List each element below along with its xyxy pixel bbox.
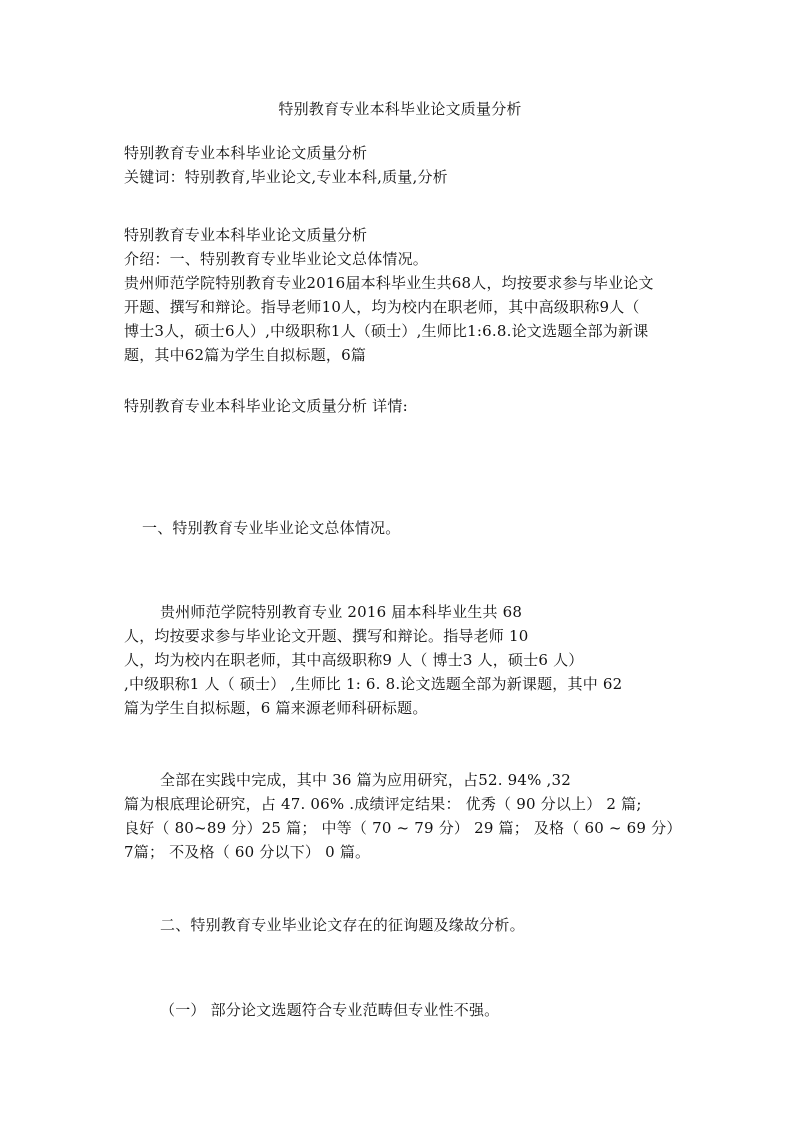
intro-line: 贵州师范学院特别教育专业2016届本科毕业生共68人，均按要求参与毕业论文 <box>124 274 654 292</box>
intro-line: 介绍：一、特别教育专业毕业论文总体情况。 <box>124 250 429 268</box>
intro-line: 博士3人，硕士6人）,中级职称1人（硕士）,生师比1:6.8.论文选题全部为新课 <box>124 322 649 340</box>
paragraph-line: 篇为学生自拟标题，6 篇来源老师科研标题。 <box>124 699 428 717</box>
document-title: 特别教育专业本科毕业论文质量分析 <box>278 100 522 118</box>
details-label: 特别教育专业本科毕业论文质量分析 详情: <box>124 397 408 415</box>
section2-heading: 二、特别教育专业毕业论文存在的征询题及缘故分析。 <box>160 916 525 934</box>
paragraph-line: 贵州师范学院特别教育专业 2016 届本科毕业生共 68 <box>160 603 523 621</box>
intro-block <box>124 223 684 367</box>
paragraph-line: 全部在实践中完成，其中 36 篇为应用研究，占52. 94% ,32 <box>160 771 572 789</box>
paragraph-2 <box>124 768 684 864</box>
paragraph-1 <box>124 600 684 720</box>
header-block <box>124 141 684 189</box>
header-subtitle: 特别教育专业本科毕业论文质量分析 <box>124 144 368 162</box>
intro-line: 题，其中62篇为学生自拟标题，6篇 <box>124 346 367 364</box>
paragraph-line: ,中级职称1 人（ 硕士） ,生师比 1: 6. 8.论文选题全部为新课题，其中 62 <box>124 675 623 693</box>
paragraph-line: 篇为根底理论研究，占 47. 06% .成绩评定结果： 优秀（ 90 分以上） 2 篇; <box>124 795 642 813</box>
section1-heading: 一、特别教育专业毕业论文总体情况。 <box>142 519 401 537</box>
paragraph-line: 人，均为校内在职老师，其中高级职称9 人（ 博士3 人，硕士6 人） <box>124 651 584 669</box>
paragraph-line: 人，均按要求参与毕业论文开题、撰写和辩论。指导老师 10 <box>124 627 529 645</box>
paragraph-line: 7篇； 不及格（ 60 分以下） 0 篇。 <box>124 843 371 861</box>
keywords-line: 关键词：特别教育,毕业论文,专业本科,质量,分析 <box>124 168 448 186</box>
paragraph-line: 良好（ 80~89 分）25 篇； 中等（ 70 ~ 79 分） 29 篇； 及格（ 60 ~ 69 分） <box>124 819 682 837</box>
subsection1-heading: （一） 部分论文选题符合专业范畴但专业性不强。 <box>160 1001 500 1019</box>
intro-heading: 特别教育专业本科毕业论文质量分析 <box>124 226 368 244</box>
intro-line: 开题、撰写和辩论。指导老师10人，均为校内在职老师，其中高级职称9人（ <box>124 298 640 316</box>
